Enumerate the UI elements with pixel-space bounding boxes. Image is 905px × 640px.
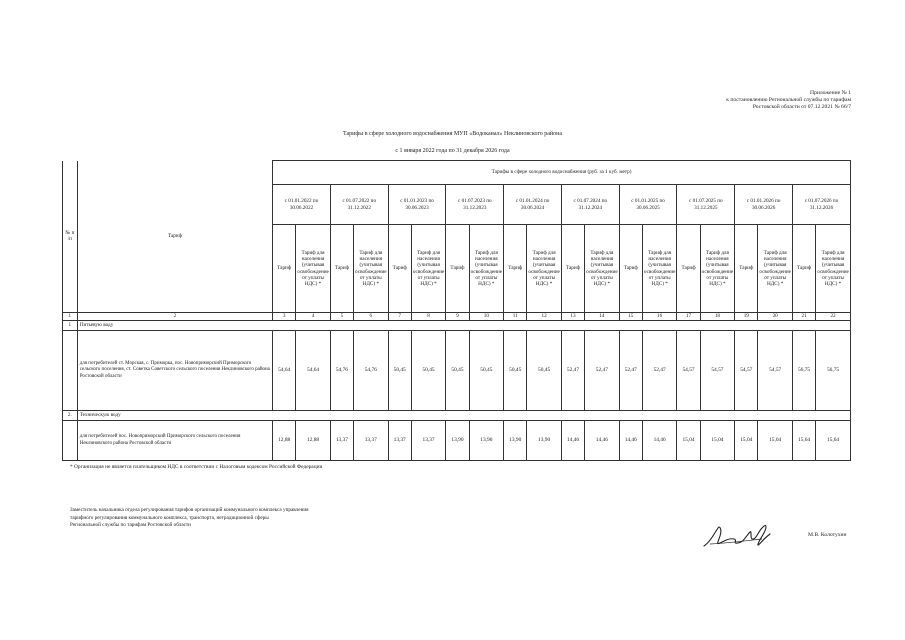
column-number: 14 xyxy=(585,313,620,321)
tariff-value: 12,88 xyxy=(296,421,331,461)
column-number: 22 xyxy=(816,313,851,321)
column-number: 18 xyxy=(700,313,735,321)
tariff-value: 54,64 xyxy=(273,331,296,411)
table-row xyxy=(63,421,851,461)
section-label: Питьевую воду xyxy=(77,321,850,331)
appendix-line: Ростовской области от 07.12.2021 № 66/7 xyxy=(752,104,851,111)
tariff-value: 54,57 xyxy=(758,331,793,411)
subheader-tariff-population: Тариф для населения (учитывая освобождение от уплаты НДС) * xyxy=(758,225,793,313)
column-number: 5 xyxy=(330,313,353,321)
tariff-value: 52,47 xyxy=(642,331,677,411)
subheader-tariff-population: Тариф для населения (учитывая освобождение от уплаты НДС) * xyxy=(585,225,620,313)
subheader-tariff-population: Тариф для населения (учитывая освобождение от уплаты НДС) * xyxy=(469,225,504,313)
subheader-tariff-population: Тариф для населения (учитывая освобождение от уплаты НДС) * xyxy=(527,225,562,313)
tariff-value: 54,64 xyxy=(296,331,331,411)
tariff-value: 14,46 xyxy=(642,421,677,461)
section-row xyxy=(63,321,851,331)
column-number: 11 xyxy=(504,313,527,321)
tariff-value: 13,37 xyxy=(388,421,411,461)
tariff-value: 15,04 xyxy=(677,421,700,461)
signer-name: М.В. Колотухин xyxy=(808,532,847,538)
tariff-value: 15,04 xyxy=(758,421,793,461)
period-header: с 01.07.2022 по 31.12.2022 xyxy=(330,185,388,225)
tariff-value: 52,47 xyxy=(585,331,620,411)
footnote: * Организация не является плательщиком НДС в соответствии с Налоговым кодексом Российской Федерации xyxy=(70,464,323,470)
empty-cell xyxy=(63,331,78,411)
subheader-tariff: Тариф xyxy=(446,225,469,313)
subheader-tariff: Тариф xyxy=(677,225,700,313)
period-header: с 01.07.2025 по 31.12.2025 xyxy=(677,185,735,225)
header-no: № п /п xyxy=(63,161,78,313)
subheader-tariff-population: Тариф для населения (учитывая освобождение от уплаты НДС) * xyxy=(411,225,446,313)
tariff-value: 12,88 xyxy=(273,421,296,461)
tariff-value: 15,04 xyxy=(735,421,758,461)
tariff-value: 15,64 xyxy=(816,421,851,461)
column-number: 16 xyxy=(642,313,677,321)
signer-position-line: Заместитель начальника отдела регулирования тарифов организаций коммунального комплекса управления xyxy=(70,507,309,513)
tariff-value: 15,04 xyxy=(700,421,735,461)
section-row xyxy=(63,411,851,421)
document-title: Тарифы в сфере холодного водоснабжения МУП «Водоканал» Неклиновского района xyxy=(342,131,563,137)
tariff-value: 14,46 xyxy=(585,421,620,461)
tariff-value: 54,57 xyxy=(700,331,735,411)
tariff-value: 13,90 xyxy=(446,421,469,461)
signer-position-line: тарифного регулирования коммунального комплекса, транспорта, нетрадиционной сферы xyxy=(70,514,269,521)
subheader-tariff-population: Тариф для населения (учитывая освобождение от уплаты НДС) * xyxy=(700,225,735,313)
subheader-tariff-population: Тариф для населения (учитывая освобождение от уплаты НДС) * xyxy=(353,225,388,313)
tariff-value: 14,46 xyxy=(561,421,584,461)
section-number: 1 xyxy=(63,321,78,331)
tariff-value: 50,45 xyxy=(388,331,411,411)
column-number: 7 xyxy=(388,313,411,321)
appendix-line: к постановлению Региональной службы по тарифам xyxy=(726,97,851,104)
subheader-tariff: Тариф xyxy=(793,225,816,313)
tariff-value: 50,45 xyxy=(446,331,469,411)
subheader-tariff: Тариф xyxy=(561,225,584,313)
column-number: 19 xyxy=(735,313,758,321)
tariff-value: 13,37 xyxy=(411,421,446,461)
header-tariff: Тариф xyxy=(77,161,272,313)
tariff-value: 52,47 xyxy=(619,331,642,411)
column-number: 15 xyxy=(619,313,642,321)
empty-cell xyxy=(63,421,78,461)
tariff-value: 50,45 xyxy=(527,331,562,411)
table-row xyxy=(63,331,851,411)
tariff-value: 50,45 xyxy=(504,331,527,411)
period-header: с 01.01.2024 по 30.06.2024 xyxy=(504,185,562,225)
subheader-tariff: Тариф xyxy=(273,225,296,313)
tariff-value: 13,37 xyxy=(353,421,388,461)
tariff-value: 15,64 xyxy=(793,421,816,461)
column-number: 13 xyxy=(561,313,584,321)
tariff-value: 13,90 xyxy=(504,421,527,461)
signature-block xyxy=(70,507,309,530)
period-header: с 01.07.2023 по 31.12.2023 xyxy=(446,185,504,225)
period-header: с 01.01.2022 по 30.06.2022 xyxy=(273,185,331,225)
section-number: 2. xyxy=(63,411,78,421)
tariff-value: 54,57 xyxy=(677,331,700,411)
appendix-header xyxy=(726,90,851,112)
period-header: с 01.07.2024 по 31.12.2024 xyxy=(561,185,619,225)
subheader-tariff-population: Тариф для населения (учитывая освобождение от уплаты НДС) * xyxy=(816,225,851,313)
header-group: Тарифы в сфере холодного водоснабжения (руб. за 1 куб. метр) xyxy=(273,161,851,185)
tariff-value: 56,75 xyxy=(816,331,851,411)
tariff-value: 13,90 xyxy=(527,421,562,461)
signer-position-line: Региональной службы по тарифам Ростовской области xyxy=(70,522,191,528)
tariff-table xyxy=(62,160,851,461)
column-number: 3 xyxy=(273,313,296,321)
period-header: с 01.01.2026 по 30.06.2026 xyxy=(735,185,793,225)
column-number: 6 xyxy=(353,313,388,321)
subheader-tariff-population: Тариф для населения (учитывая освобождение от уплаты НДС) * xyxy=(296,225,331,313)
tariff-value: 56,75 xyxy=(793,331,816,411)
tariff-value: 52,47 xyxy=(561,331,584,411)
column-number: 9 xyxy=(446,313,469,321)
subheader-tariff: Тариф xyxy=(619,225,642,313)
tariff-value: 54,76 xyxy=(330,331,353,411)
consumer-description: для потребителей ст. Морская, с. Приморка, пос. Новоприморский Приморского сельского поселения, ст. Советка Советского сельского поселения Неклиновского района Ростовской области xyxy=(77,331,272,411)
tariff-value: 50,45 xyxy=(411,331,446,411)
tariff-value: 54,76 xyxy=(353,331,388,411)
period-header: с 01.01.2025 по 30.06.2025 xyxy=(619,185,677,225)
subheader-tariff: Тариф xyxy=(388,225,411,313)
consumer-description: для потребителей пос. Новоприморский Приморского сельского поселения Неклиновского района Ростовской области xyxy=(77,421,272,461)
subheader-tariff: Тариф xyxy=(735,225,758,313)
appendix-line: Приложение № 1 xyxy=(810,90,851,96)
tariff-value: 14,46 xyxy=(619,421,642,461)
column-number: 21 xyxy=(793,313,816,321)
subheader-tariff-population: Тариф для населения (учитывая освобождение от уплаты НДС) * xyxy=(642,225,677,313)
column-number: 17 xyxy=(677,313,700,321)
column-number: 4 xyxy=(296,313,331,321)
tariff-value: 54,57 xyxy=(735,331,758,411)
handwritten-signature xyxy=(700,518,780,552)
section-label: Техническую воду xyxy=(77,411,850,421)
column-number: 1 xyxy=(63,313,78,321)
column-number: 20 xyxy=(758,313,793,321)
column-number: 2 xyxy=(77,313,272,321)
column-number: 8 xyxy=(411,313,446,321)
tariff-value: 50,45 xyxy=(469,331,504,411)
subheader-tariff: Тариф xyxy=(504,225,527,313)
column-number: 12 xyxy=(527,313,562,321)
document-period: с 1 января 2022 года по 31 декабря 2026 года xyxy=(395,148,510,154)
period-header: с 01.01.2023 по 30.06.2023 xyxy=(388,185,446,225)
tariff-value: 13,90 xyxy=(469,421,504,461)
period-header: с 01.07.2026 по 31.12.2026 xyxy=(793,185,851,225)
column-number: 10 xyxy=(469,313,504,321)
tariff-value: 13,37 xyxy=(330,421,353,461)
subheader-tariff: Тариф xyxy=(330,225,353,313)
